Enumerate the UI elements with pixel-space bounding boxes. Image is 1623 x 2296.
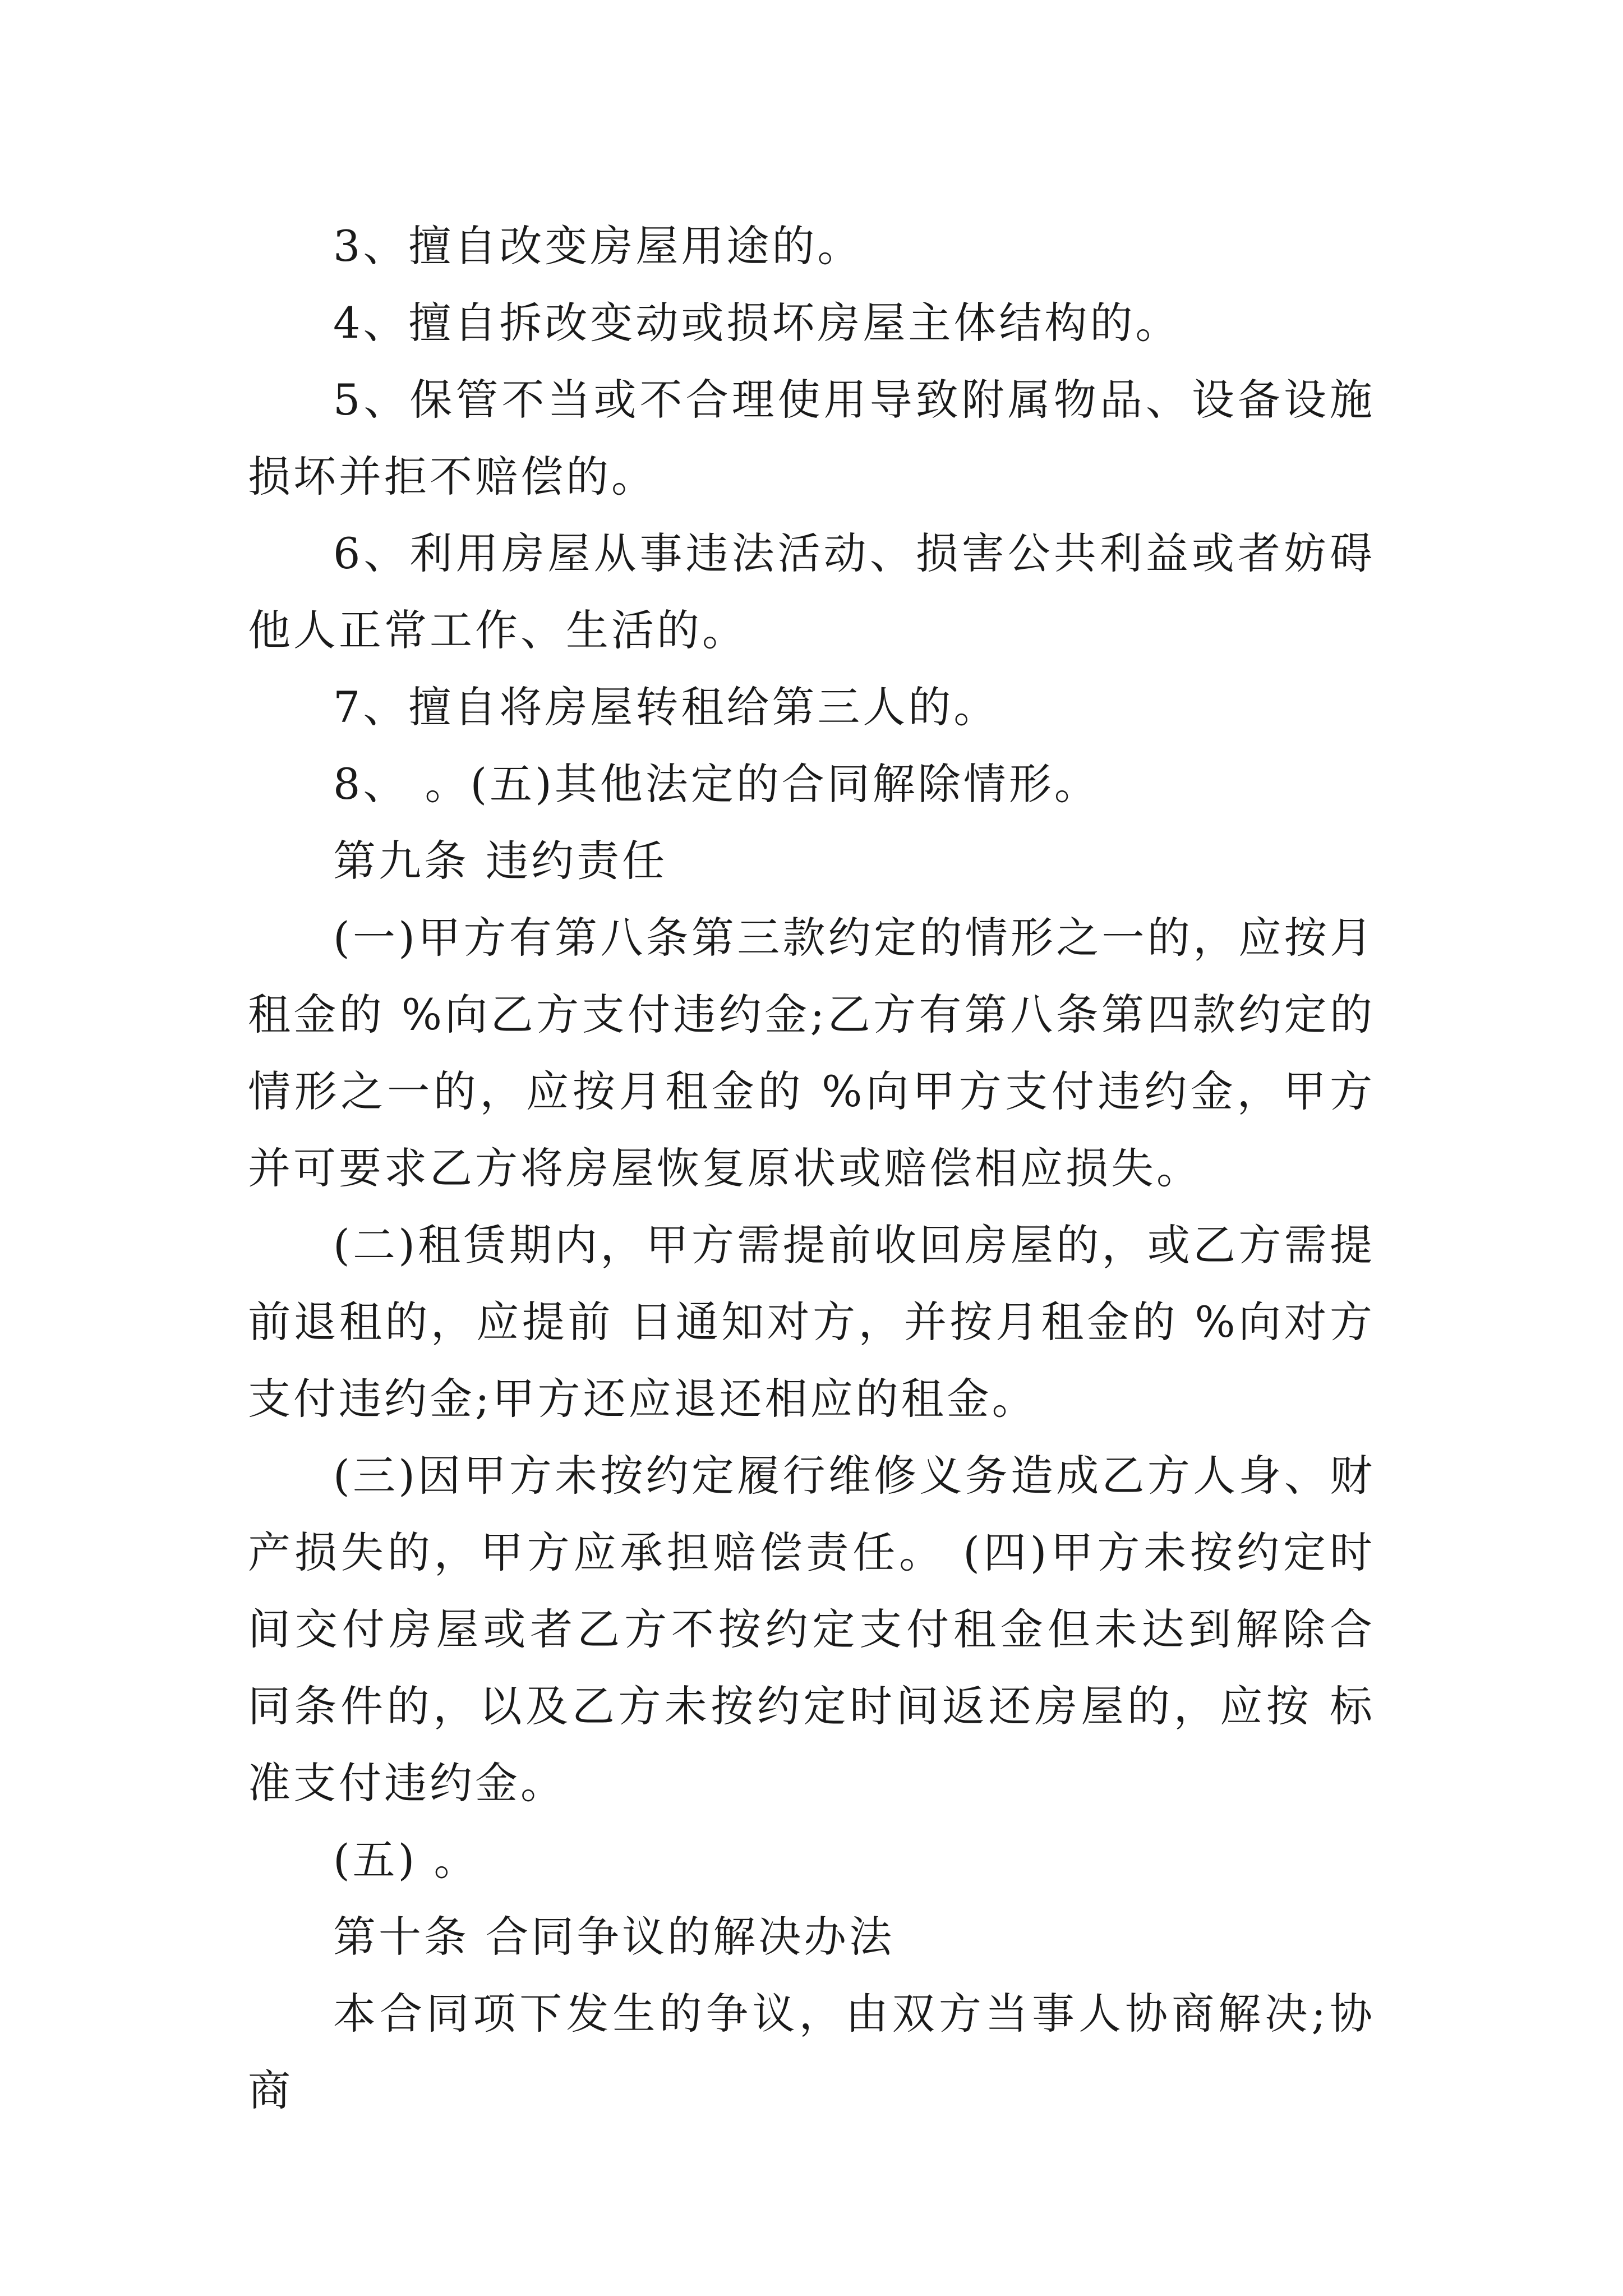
clause-item-3: 3、擅自改变房屋用途的。 (333, 221, 863, 271)
article-9-section-1: (一)甲方有第八条第三款约定的情形之一的，应按月租金的 %向乙方支付违约金;乙方有第八条第四款约定的情形之一的，应按月租金的 %向甲方支付违约金，甲方并可要求乙方将房屋恢复原状或赔偿相应损失。 (248, 913, 1375, 1193)
article-9-heading: 第九条 违约责任 (333, 836, 668, 886)
clause-item-5: 5、保管不当或不合理使用导致附属物品、设备设施损坏并拒不赔偿的。 (248, 375, 1375, 501)
article-10-body: 本合同项下发生的争议，由双方当事人协商解决;协商 (248, 1989, 1375, 2115)
article-10-heading: 第十条 合同争议的解决办法 (333, 1912, 895, 1962)
article-9-section-5: (五) 。 (333, 1835, 479, 1885)
article-9-section-3: (三)因甲方未按约定履行维修义务造成乙方人身、财产损失的，甲方应承担赔偿责任。 (四)甲方未按约定时间交付房屋或者乙方不按约定支付租金但未达到解除合同条件的，以及乙方未按约定时间返还房屋的，应按 标准支付违约金。 (248, 1451, 1375, 1808)
clause-item-6: 6、利用房屋从事违法活动、损害公共利益或者妨碍他人正常工作、生活的。 (248, 528, 1375, 655)
clause-item-4: 4、擅自拆改变动或损坏房屋主体结构的。 (333, 298, 1181, 348)
clause-item-7: 7、擅自将房屋转租给第三人的。 (333, 682, 999, 732)
document-body (248, 208, 1375, 2129)
clause-item-8: 8、 。(五)其他法定的合同解除情形。 (333, 759, 1100, 809)
article-9-section-2: (二)租赁期内，甲方需提前收回房屋的，或乙方需提前退租的，应提前 日通知对方，并按月租金的 %向对方支付违约金;甲方还应退还相应的租金。 (248, 1220, 1375, 1424)
